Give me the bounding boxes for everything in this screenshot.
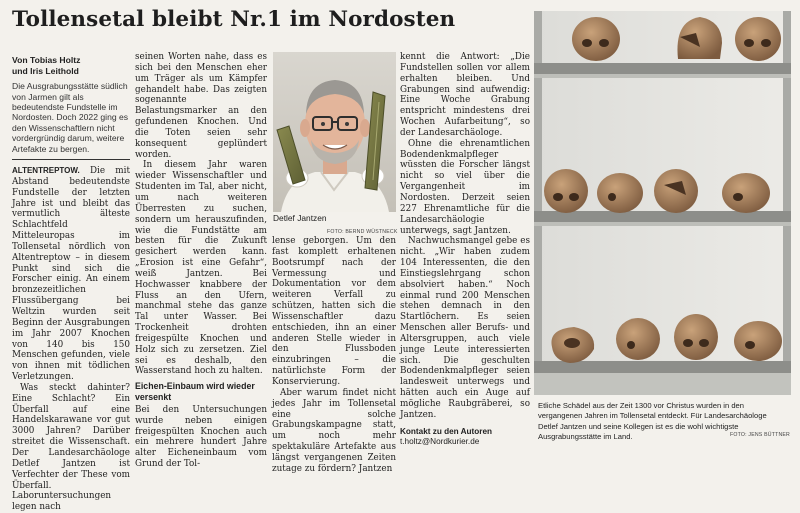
headline: Tollensetal bleibt Nr.1 im Nordosten bbox=[12, 7, 456, 32]
contact-email: t.holtz@Nordkurier.de bbox=[400, 436, 480, 446]
paragraph-text: Die mit Abstand bedeutendste Fundstelle der letzten Jahre ist und bleibt das vermutlich älteste Schlachtfeld Mitteleuropas im Tollensetal nördlich von Altentreptow – in diesem Punkt sind sich die Forscher einig. An einem bronzezeitlichen Flussübergang bei Weltzin wurden seit Beginn der Ausgrabungen im Jahr 2007 Knochen von 140 bis 150 Menschen gefunden, viele von ihnen mit tödlichen Verletzungen. bbox=[12, 166, 130, 383]
skulls-caption: Etliche Schädel aus der Zeit 1300 vor Christus wurden in den vergangenen Jahren im Tollensetal entdeckt. Für Landesarchäologe Detlef Jantzen und seine Kollegen ist es die wohl wichtigste Ausgrabungsstätte im Land. bbox=[538, 401, 767, 441]
column-3 bbox=[272, 236, 396, 474]
portrait-photo bbox=[273, 52, 396, 212]
paragraph: Was steckt dahinter? Eine Schlacht? Ein Überfall auf eine Handelskarawane vor gut 3000 Jahren? Darüber streitet die Wissenschaft. Der Landesarchäologe Detlef Jantzen ist Verfechter der These vom Überfall. Laboruntersuchungen legen nach bbox=[12, 382, 130, 513]
portrait-caption: Detlef Jantzen bbox=[273, 213, 327, 223]
column-2 bbox=[135, 52, 267, 470]
skulls-photo bbox=[534, 11, 791, 395]
paragraph: kennt die Antwort: „Die Fundstellen sollen vor allem erhalten bleiben. Und Grabungen sind aufwendig: Eine Woche Grabung entspricht mindestens drei Wochen Aufarbeitung“, so der Landesarchäologe. bbox=[400, 52, 530, 138]
skull bbox=[735, 17, 781, 61]
byline-line-1: Von Tobias Holtz bbox=[12, 55, 81, 65]
dateline: ALTENTREPTOW. bbox=[12, 166, 80, 176]
paragraph: seinen Worten nahe, dass es sich bei den Menschen eher um Träger als um Kämpfer gehandelt habe. Das zeigten sogenannte Belastungsmarker an den gefundenen Knochen. Und die Toten seien sehr konsequent geplündert worden. bbox=[135, 52, 267, 160]
lead-text: Die Ausgrabungsstätte südlich von Jarmen gilt als bedeutendste Fundstelle im Nordosten. Doch 2022 ging es den Wissenschaftlern nicht vordergründig darum, weitere Artefakte zu bergen. bbox=[12, 81, 129, 154]
paragraph: Ohne die ehrenamtlichen Bodendenkmalpfleger wüssten die Forscher längst nicht so viel über die Vergangenheit im Nordosten. Derzeit seien 227 Ehrenamtliche für die Landesarchäologie unterwegs, sagt Jantzen. bbox=[400, 138, 530, 236]
portrait-illustration bbox=[273, 52, 396, 212]
paragraph: Aber warum findet nicht jedes Jahr im Tollensetal eine solche Grabungskampagne statt, um noch mehr spektakuläre Artefakte aus längst vergangenen Zeiten zutage zu fördern? Jantzen bbox=[272, 387, 396, 474]
paragraph: Nachwuchsmangel gebe es nicht. „Wir haben zudem 104 Interessenten, die den Einstiegslehrgang schon absolviert haben.“ Noch einmal rund 200 Menschen stehen demnach in den Startlöchern. Es seien Menschen aller Berufs- und Altersgruppen, auch viele junge Leute interessierten sich. Die geschulten Bodendenkmalpfleger seien landesweit unterwegs und hätten auch ein Auge auf mögliche Raubgräberei, so Jantzen. bbox=[400, 236, 530, 420]
skull bbox=[572, 17, 620, 61]
portrait-credit: FOTO: BERND WÜSTNECK bbox=[327, 229, 398, 235]
paragraph: In diesem Jahr waren wieder Wissenschaftler und Studenten im Tal, aber nicht, um nach weiteren Überresten zu suchen, sondern um herauszufinden, wie die Fundstätte am besten für die Zukunft gesichert werden kann. „Erosion ist eine Gefahr“, weiß Jantzen. Bei Hochwasser knabbere der Fluss an den Ufern, manchmal stehe das ganze Tal unter Wasser. Bei Trockenheit drohten freigespülte Knochen und Holz sich zu zersetzen. Ziel sei es deshalb, den Wasserstand hoch zu halten. bbox=[135, 160, 267, 377]
skull bbox=[616, 318, 660, 360]
skull bbox=[722, 173, 770, 213]
paragraph: Bei den Untersuchungen wurde neben einigen freigespülten Knochen auch ein mehrere hundert Jahre alter Eicheneinbaum vom Grund der Tol- bbox=[135, 404, 267, 470]
lead-divider bbox=[12, 159, 130, 160]
column-1 bbox=[12, 55, 130, 513]
skull bbox=[674, 314, 718, 360]
skull bbox=[597, 173, 643, 213]
skulls-credit: FOTO: JENS BÜTTNER bbox=[730, 432, 790, 438]
skull bbox=[544, 169, 588, 213]
column-4 bbox=[400, 52, 530, 456]
byline bbox=[12, 55, 130, 76]
byline-line-2: und Iris Leithold bbox=[12, 65, 79, 76]
paragraph bbox=[12, 166, 130, 383]
subheading: Eichen-Einbaum wird wieder versenkt bbox=[135, 381, 255, 403]
paragraph: lense geborgen. Um den fast komplett erhaltenen Bootsrumpf nach der Vermessung und Dokumentation vor dem weiteren Verfall zu schützen, hatten sich die Wissenschaftler dazu entschieden, ihn an einer anderen Stelle wieder in den Flussboden einzubringen – die natürlichste Form der Konservierung. bbox=[272, 236, 396, 387]
contact-heading: Kontakt zu den Autoren bbox=[400, 426, 493, 436]
skull-shelf-illustration bbox=[534, 11, 791, 395]
skull bbox=[734, 321, 782, 361]
skull bbox=[654, 169, 698, 213]
